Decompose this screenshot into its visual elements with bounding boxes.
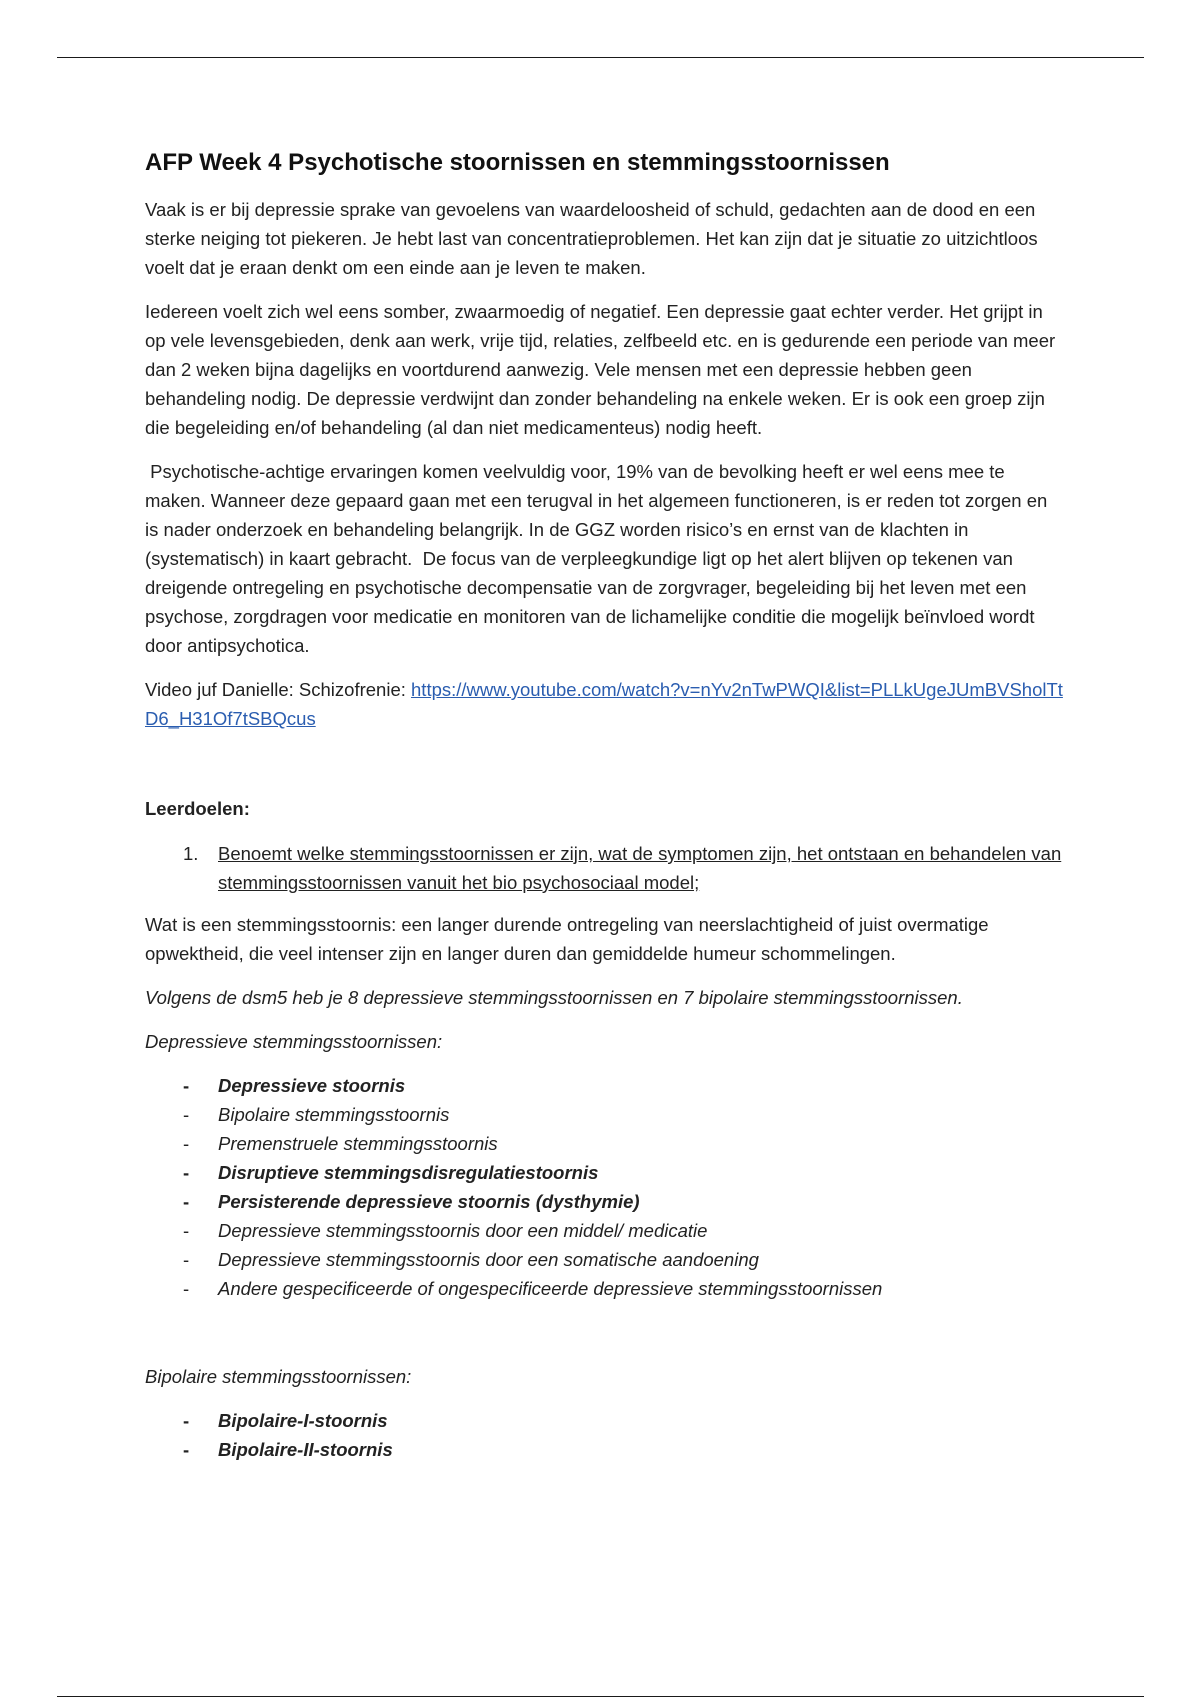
leerdoelen-heading: Leerdoelen: bbox=[145, 798, 250, 819]
depressive-list-item bbox=[145, 1158, 1065, 1187]
paragraph-depression-feelings: Vaak is er bij depressie sprake van gevoelens van waardeloosheid of schuld, gedachten aan de dood en een sterke neiging tot piekeren. Je hebt last van concentratieproblemen. Het kan zijn dat je situatie zo uitzichtloos voelt dat je eraan denkt om een einde aan je leven te maken. bbox=[145, 199, 1038, 278]
depressive-heading: Depressieve stemmingsstoornissen: bbox=[145, 1031, 443, 1052]
leerdoel-item bbox=[145, 839, 1065, 897]
dsm5-note: Volgens de dsm5 heb je 8 depressieve stemmingsstoornissen en 7 bipolaire stemmingsstoornissen. bbox=[145, 987, 963, 1008]
document-title: AFP Week 4 Psychotische stoornissen en stemmingsstoornissen bbox=[145, 149, 890, 176]
bipolar-list-item bbox=[145, 1406, 1065, 1435]
dash-bullet: - bbox=[183, 1249, 190, 1270]
bottom-rule bbox=[57, 1696, 1144, 1697]
definition-paragraph: Wat is een stemmingsstoornis: een langer durende ontregeling van neerslachtigheid of juist overmatige opwektheid, die veel intenser zijn en langer duren dan gemiddelde humeur schommelingen. bbox=[145, 914, 989, 964]
leerdoelen-list bbox=[145, 839, 1065, 897]
dash-bullet: - bbox=[183, 1133, 190, 1154]
depressive-list-item bbox=[145, 1245, 1065, 1274]
dash-bullet: - bbox=[183, 1220, 190, 1241]
dash-bullet: - bbox=[183, 1162, 190, 1183]
paragraph-depression-general: Iedereen voelt zich wel eens somber, zwaarmoedig of negatief. Een depressie gaat echter verder. Het grijpt in op vele levensgebieden, denk aan werk, vrije tijd, relaties, zelfbeeld etc. en is gedurende een periode van meer dan 2 weken bijna dagelijks en voortdurend aanwezig. Vele mensen met een depressie hebben geen behandeling nodig. De depressie verdwijnt dan zonder behandeling na enkele weken. Er is ook een groep zijn die begeleiding en/of behandeling (al dan niet medicamenteus) nodig heeft. bbox=[145, 301, 1056, 438]
bipolar-item-text: Bipolaire-II-stoornis bbox=[218, 1439, 393, 1460]
depressive-list-item bbox=[145, 1071, 1065, 1100]
video-label: Video juf Danielle: Schizofrenie: bbox=[145, 679, 412, 700]
top-rule bbox=[57, 57, 1144, 58]
depressive-item-text: Depressieve stemmingsstoornis door een somatische aandoening bbox=[218, 1249, 759, 1270]
depressive-item-text: Depressieve stoornis bbox=[218, 1075, 406, 1096]
bipolar-item-text: Bipolaire-I-stoornis bbox=[218, 1410, 388, 1431]
paragraph-psychotic-experiences: Psychotische-achtige ervaringen komen veelvuldig voor, 19% van de bevolking heeft er wel eens mee te maken. Wanneer deze gepaard gaan met een terugval in het algemeen functioneren, is er reden tot zorgen en is nader onderzoek en behandeling belangrijk. In de GGZ worden risico’s en ernst van de klachten in (systematisch) in kaart gebracht. De focus van de verpleegkundige ligt op het alert blijven op tekenen van dreigende ontregeling en psychotische decompensatie van de zorgvrager, begeleiding bij het leven met een psychose, zorgdragen voor medicatie en monitoren van de lichamelijke conditie die mogelijk beïnvloed wordt door antipsychotica. bbox=[145, 461, 1053, 656]
depressive-item-text: Andere gespecificeerde of ongespecificeerde depressieve stemmingsstoornissen bbox=[218, 1278, 883, 1299]
depressive-list-item bbox=[145, 1216, 1065, 1245]
depressive-item-text: Bipolaire stemmingsstoornis bbox=[218, 1104, 450, 1125]
leerdoel-text: Benoemt welke stemmingsstoornissen er zijn, wat de symptomen zijn, het ontstaan en behandelen van stemmingsstoornissen vanuit het bio psychosociaal model; bbox=[218, 843, 1062, 893]
document-page bbox=[145, 145, 1065, 1479]
depressive-item-text: Depressieve stemmingsstoornis door een middel/ medicatie bbox=[218, 1220, 708, 1241]
dash-bullet: - bbox=[183, 1278, 190, 1299]
depressive-list-item bbox=[145, 1100, 1065, 1129]
dash-bullet: - bbox=[183, 1104, 190, 1125]
dash-bullet: - bbox=[183, 1439, 190, 1460]
depressive-item-text: Premenstruele stemmingsstoornis bbox=[218, 1133, 498, 1154]
depressive-list-item bbox=[145, 1187, 1065, 1216]
dash-bullet: - bbox=[183, 1191, 190, 1212]
depressive-item-text: Persisterende depressieve stoornis (dysthymie) bbox=[218, 1191, 640, 1212]
depressive-list-item bbox=[145, 1274, 1065, 1303]
dash-bullet: - bbox=[183, 1410, 190, 1431]
bipolar-list-item bbox=[145, 1435, 1065, 1464]
depressive-item-text: Disruptieve stemmingsdisregulatiestoornis bbox=[218, 1162, 599, 1183]
dash-bullet: - bbox=[183, 1075, 190, 1096]
depressive-list-item bbox=[145, 1129, 1065, 1158]
leerdoel-number: 1. bbox=[183, 843, 199, 864]
bipolar-list bbox=[145, 1406, 1065, 1464]
video-link[interactable]: https://www.youtube.com/watch?v=nYv2nTwPWQI&list=PLLkUgeJUmBVSholTtD6_H31Of7tSBQcus bbox=[145, 679, 1063, 729]
depressive-list bbox=[145, 1071, 1065, 1303]
bipolar-heading: Bipolaire stemmingsstoornissen: bbox=[145, 1366, 412, 1387]
video-paragraph bbox=[145, 675, 1065, 733]
